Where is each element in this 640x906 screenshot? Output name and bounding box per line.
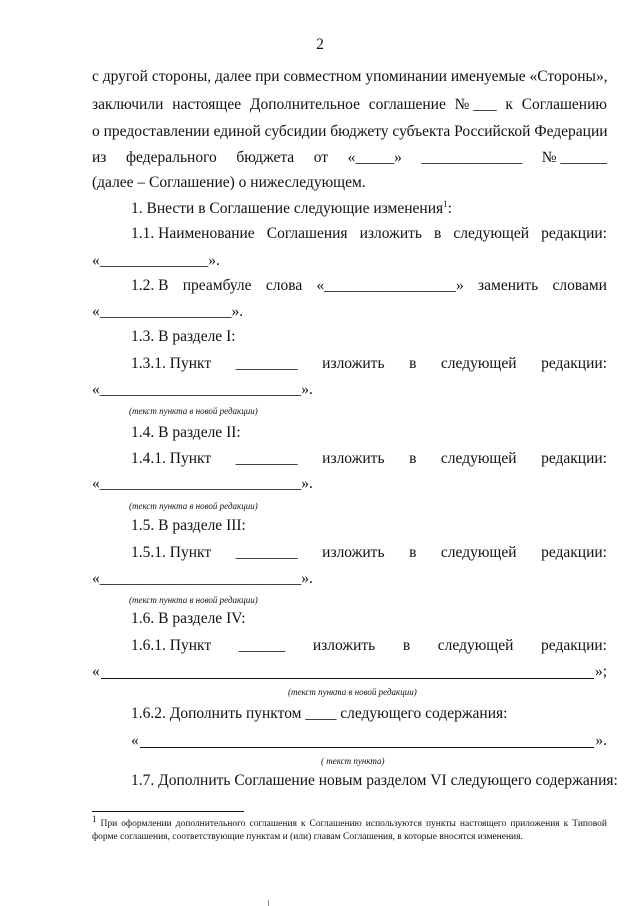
item-1-3-heading: 1.3. В разделе I:: [131, 328, 236, 345]
item-1-6-1: [131, 636, 607, 656]
footnote-text: При оформлении дополнительного соглашения к Соглашению используются пункты настоящего приложения к Типовой форме соглашения, соответствующие пунктам и (или) главам Соглашения, в которые вносятся изменения.: [92, 819, 608, 842]
word: изложить: [359, 225, 422, 242]
item-1-6-heading: 1.6. В разделе IV:: [131, 610, 246, 627]
item-1-5-1: [131, 543, 607, 563]
number-blank: № ___: [454, 96, 497, 113]
word: к: [505, 96, 513, 113]
paragraph-line: с другой стороны, далее при совместном упоминании именуемые «Стороны»,: [92, 68, 608, 85]
words-blank: «_________________»: [316, 277, 464, 294]
item-1: [131, 199, 452, 219]
item-1-4-1: [131, 449, 607, 469]
scan-mark: [268, 900, 269, 906]
word: преамбуле: [182, 277, 252, 294]
item-1-1: [131, 224, 607, 244]
word: 1.4.1. Пункт: [131, 450, 212, 467]
word: редакции:: [541, 450, 607, 467]
word: словами: [552, 277, 607, 294]
word: 1.6.1. Пункт: [131, 637, 212, 654]
footnote-ref: 1: [443, 198, 448, 209]
text-blank-line: [101, 664, 594, 679]
word: в: [434, 225, 442, 242]
word: 1.2. В: [131, 277, 169, 294]
word: из: [92, 149, 107, 166]
word: федерального: [125, 149, 217, 166]
word: Соглашения: [266, 225, 348, 242]
field-caption: (текст пункта в новой редакции): [129, 406, 258, 416]
item-1-5-heading: 1.5. В разделе III:: [131, 517, 246, 534]
word: от: [313, 149, 329, 166]
item-1-6-1-value: [92, 662, 607, 682]
word: 1.3.1. Пункт: [131, 355, 212, 372]
item-1-6-2: 1.6.2. Дополнить пунктом ____ следующего содержания:: [131, 705, 508, 722]
point-blank: ________: [235, 355, 298, 372]
word: заключили: [92, 96, 164, 113]
page-number: 2: [316, 36, 324, 53]
item-1-2-value: «_________________».: [92, 303, 244, 320]
word: следующей: [440, 544, 517, 561]
date-blank: «_____»: [347, 149, 402, 166]
word: редакции:: [541, 544, 607, 561]
word: изложить: [312, 637, 376, 654]
open-quote: «: [92, 663, 100, 680]
paragraph-line: о предоставлении единой субсидии бюджету субъекта Российской Федерации: [92, 123, 608, 140]
point-blank: ________: [235, 450, 298, 467]
word: 1.1. Наименование: [131, 225, 255, 242]
word: заменить: [478, 277, 539, 294]
word: слова: [265, 277, 303, 294]
footnote-separator: [92, 811, 244, 812]
word: изложить: [322, 355, 385, 372]
word: Дополнительное: [249, 96, 360, 113]
item-1-3-1-value: «__________________________».: [92, 381, 313, 398]
word: соглашение: [368, 96, 446, 113]
item-1-6-2-value: [131, 731, 607, 751]
field-caption: (текст пункта в новой редакции): [129, 595, 258, 605]
text-blank-line: [140, 733, 595, 748]
field-caption: ( текст пункта): [321, 756, 385, 766]
point-blank: ______: [238, 637, 286, 654]
word: в: [402, 637, 411, 654]
footnote-mark: 1: [92, 813, 97, 824]
word: Соглашению: [521, 96, 607, 113]
month-blank: _____________: [421, 149, 523, 166]
word: редакции:: [541, 225, 607, 242]
word: изложить: [322, 544, 385, 561]
word: в: [409, 544, 417, 561]
number-blank: № ______: [541, 149, 607, 166]
item-1-4-heading: 1.4. В разделе II:: [131, 424, 241, 441]
item-1-5-1-value: «__________________________».: [92, 570, 313, 587]
item-1-text: 1. Внести в Соглашение следующие изменения: [131, 200, 444, 217]
footnote: [92, 813, 608, 844]
word: редакции:: [541, 355, 607, 372]
close-quote: ».: [595, 732, 607, 749]
word: следующей: [453, 225, 530, 242]
item-1-3-1: [131, 354, 607, 374]
word: в: [409, 450, 417, 467]
paragraph-line: (далее – Соглашение) о нижеследующем.: [92, 174, 366, 191]
field-caption: (текст пункта в новой редакции): [129, 501, 258, 511]
field-caption: (текст пункта в новой редакции): [288, 687, 417, 697]
word: изложить: [322, 450, 385, 467]
item-1-7: 1.7. Дополнить Соглашение новым разделом VI следующего содержания:: [131, 772, 618, 789]
item-1-4-1-value: «__________________________».: [92, 475, 313, 492]
word: настоящее: [172, 96, 242, 113]
word: 1.5.1. Пункт: [131, 544, 212, 561]
word: в: [409, 355, 417, 372]
close-quote: »;: [594, 663, 607, 680]
open-quote: «: [131, 732, 139, 749]
word: следующей: [437, 637, 514, 654]
item-1-1-value: «______________».: [92, 252, 220, 269]
paragraph-line-justified: [92, 95, 607, 115]
word: следующей: [440, 450, 517, 467]
paragraph-line-justified: [92, 148, 607, 168]
point-blank: ________: [235, 544, 298, 561]
item-1-2: [131, 276, 607, 296]
word: редакции:: [541, 637, 607, 654]
word: бюджета: [236, 149, 295, 166]
word: следующей: [440, 355, 517, 372]
item-1-colon: :: [447, 200, 452, 217]
